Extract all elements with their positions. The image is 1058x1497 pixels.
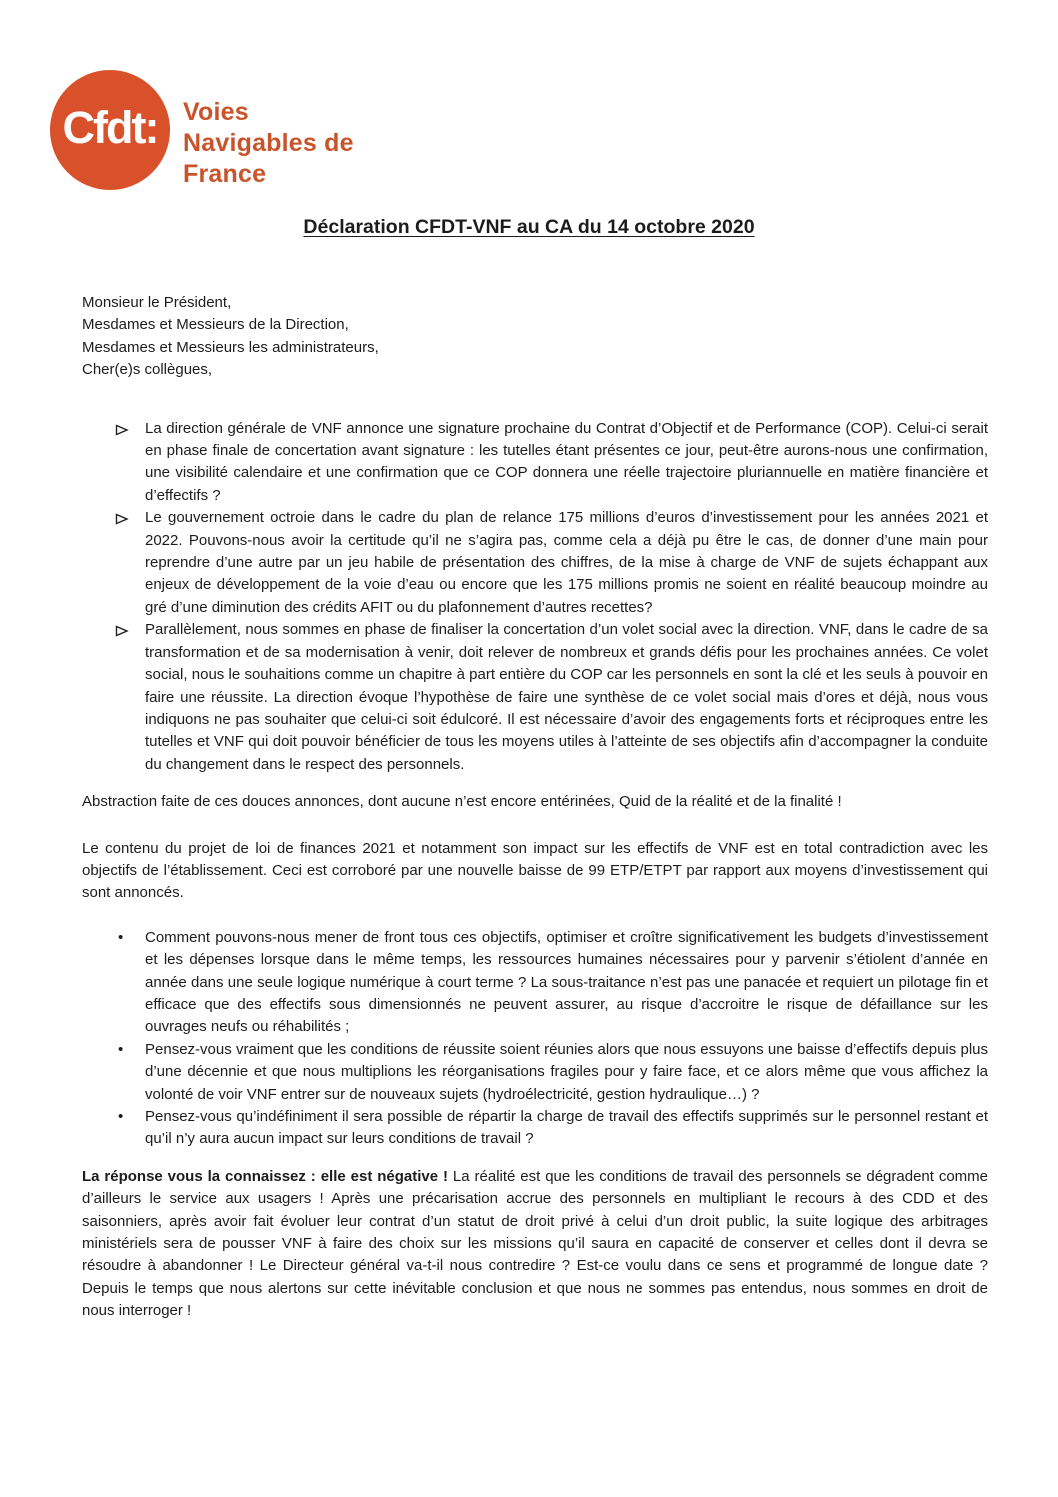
document-body: [82, 292, 988, 1323]
document-title: Déclaration CFDT-VNF au CA du 14 octobre 2020: [303, 216, 755, 238]
arrow-bullet-item: [82, 507, 988, 619]
salutation-line: Mesdames et Messieurs de la Direction,: [82, 316, 349, 334]
final-paragraph: [82, 1166, 988, 1323]
dot-bullet-icon: •: [118, 1040, 124, 1058]
logo-org-name: [183, 97, 354, 190]
dot-bullet-icon: •: [118, 928, 124, 946]
bullet-text: Parallèlement, nous sommes en phase de finaliser la concertation d’un volet social avec la direction. VNF, dans le cadre de sa transformation et de sa modernisation à venir, doit relever de nombreux et grands défis pour les prochaines années. Ce volet social, nous le souhaitions comme un chapitre à part entière du COP car les personnels en sont la clé et les seuls à pouvoir en faire une réussite. La direction évoque l’hypothèse de faire une synthèse de ce volet social mais d’ores et déjà, nous vous indiquons ne pas souhaiter que celui-ci soit édulcoré. Il est nécessaire d’avoir des engagements forts et réciproques entre les tutelles et VNF qui doit pouvoir bénéficier de tous les moyens utiles à l’atteinte de ses objectifs afin d’accompagner la conduite du changement dans le respect des personnels.: [145, 621, 988, 773]
org-line: France: [183, 160, 267, 188]
dot-bullet-icon: •: [118, 1108, 124, 1125]
bullet-text: Pensez-vous qu’indéfiniment il sera possible de répartir la charge de travail des effectifs supprimés sur le personnel restant et qu’il n’y aura aucun impact sur leurs conditions de travail ?: [145, 1108, 988, 1148]
arrow-bullet-icon: [115, 623, 129, 637]
final-paragraph-bold: La réponse vous la connaissez : elle est négative !: [82, 1167, 449, 1185]
salutation-line: Cher(e)s collègues,: [82, 361, 213, 379]
org-line: Voies: [183, 98, 249, 126]
arrow-bullet-item: [82, 418, 988, 508]
bullet-text: Pensez-vous vraiment que les conditions de réussite soient réunies alors que nous essuyons une baisse d’effectifs depuis plus d’une décennie et que nous multiplions les réorganisations fragiles pour y faire face, et ce alors même que vous affichez la volonté de voir VNF entrer sur de nouveaux sujets (hydroélectricité, gestion hydraulique…) ?: [145, 1040, 988, 1103]
salutation: [82, 292, 988, 382]
arrow-bullet-list: [82, 418, 988, 777]
final-paragraph-rest: La réalité est que les conditions de travail des personnels se dégradent comme d’ailleurs le service aux usagers ! Après une précarisation accrue des personnels en multipliant le recours à des CDD et des saisonniers, après avoir fait évoluer leur contrat d’un statut de droit privé à celui d’un droit public, la suite logique des arbitrages ministériels sera de pousser VNF à faire des choix sur les missions qu’il saura en capacité de conserver et celles dont il devra se résoudre à abandonner ! Le Directeur général va-t-il nous contredire ? Est-ce voulu dans ce sens et programmé de longue date ? Depuis le temps que nous alertons sur cette inévitable conclusion et que nous ne sommes pas entendus, nous sommes en droit de nous interroger !: [82, 1167, 989, 1320]
cfdt-logo: [50, 70, 170, 190]
bullet-text: Le gouvernement octroie dans le cadre du plan de relance 175 millions d’euros d’investissement pour les années 2021 et 2022. Pouvons-nous avoir la certitude qu’il ne s’agira pas, comme cela a déjà pu être le cas, de donner d’une main pour reprendre d’une autre par un jeu habile de présentation des chiffres, de la mise à charge de VNF de sujets échappant aux enjeux de développement de la voie d’eau ou encore que les 175 millions promis ne soient en réalité beaucoup moindre au gré d’une diminution des crédits AFIT ou du plafonnement d’autres recettes?: [145, 509, 988, 616]
bullet-text: Comment pouvons-nous mener de front tous ces objectifs, optimiser et croître significativement les budgets d’investissement et les dépenses lorsque dans le même temps, les ressources humaines nécessaires pour y parvenir s’étiolent d’année en année dans une seule logique numérique à court terme ? La sous-traitance n’est pas une panacée et requiert un pilotage fin et efficace que des effectifs sous dimensionnés ne peuvent assurer, au risque d’accroitre le risque de défaillance sur les ouvrages neufs ou réhabilités ;: [145, 928, 988, 1036]
arrow-bullet-icon: [115, 422, 129, 436]
bullet-text: La direction générale de VNF annonce une signature prochaine du Contrat d’Objectif et de Performance (COP). Celui-ci serait en phase finale de concertation avant signature : les tutelles étant présentes ce jour, peut-être aurons-nous une confirmation, une visibilité calendaire et une confirmation que ce COP donnera une réelle trajectoire pluriannuelle en matière financière et d’effectifs ?: [145, 419, 988, 504]
arrow-bullet-item: [82, 619, 988, 776]
dot-bullet-item: [82, 1106, 988, 1151]
salutation-line: Monsieur le Président,: [82, 294, 232, 311]
arrow-bullet-icon: [115, 511, 129, 525]
salutation-line: Mesdames et Messieurs les administrateurs,: [82, 338, 379, 356]
cfdt-logo-wordmark: Cfdt:: [62, 102, 158, 153]
paragraph-abstraction: Abstraction faite de ces douces annonces, dont aucune n’est encore entérinées, Quid de la réalité et de la finalité !: [82, 793, 842, 811]
paragraph-finances: Le contenu du projet de loi de finances 2021 et notamment son impact sur les effectifs de VNF est en total contradiction avec les objectifs de l’établissement. Ceci est corroboré par une nouvelle baisse de 99 ETP/ETPT par rapport aux moyens d’investissement qui sont annoncés.: [82, 839, 988, 902]
org-line: Navigables de: [183, 129, 354, 157]
dot-bullet-item: [82, 927, 988, 1039]
dot-bullet-list: [82, 927, 988, 1151]
dot-bullet-item: [82, 1039, 988, 1106]
